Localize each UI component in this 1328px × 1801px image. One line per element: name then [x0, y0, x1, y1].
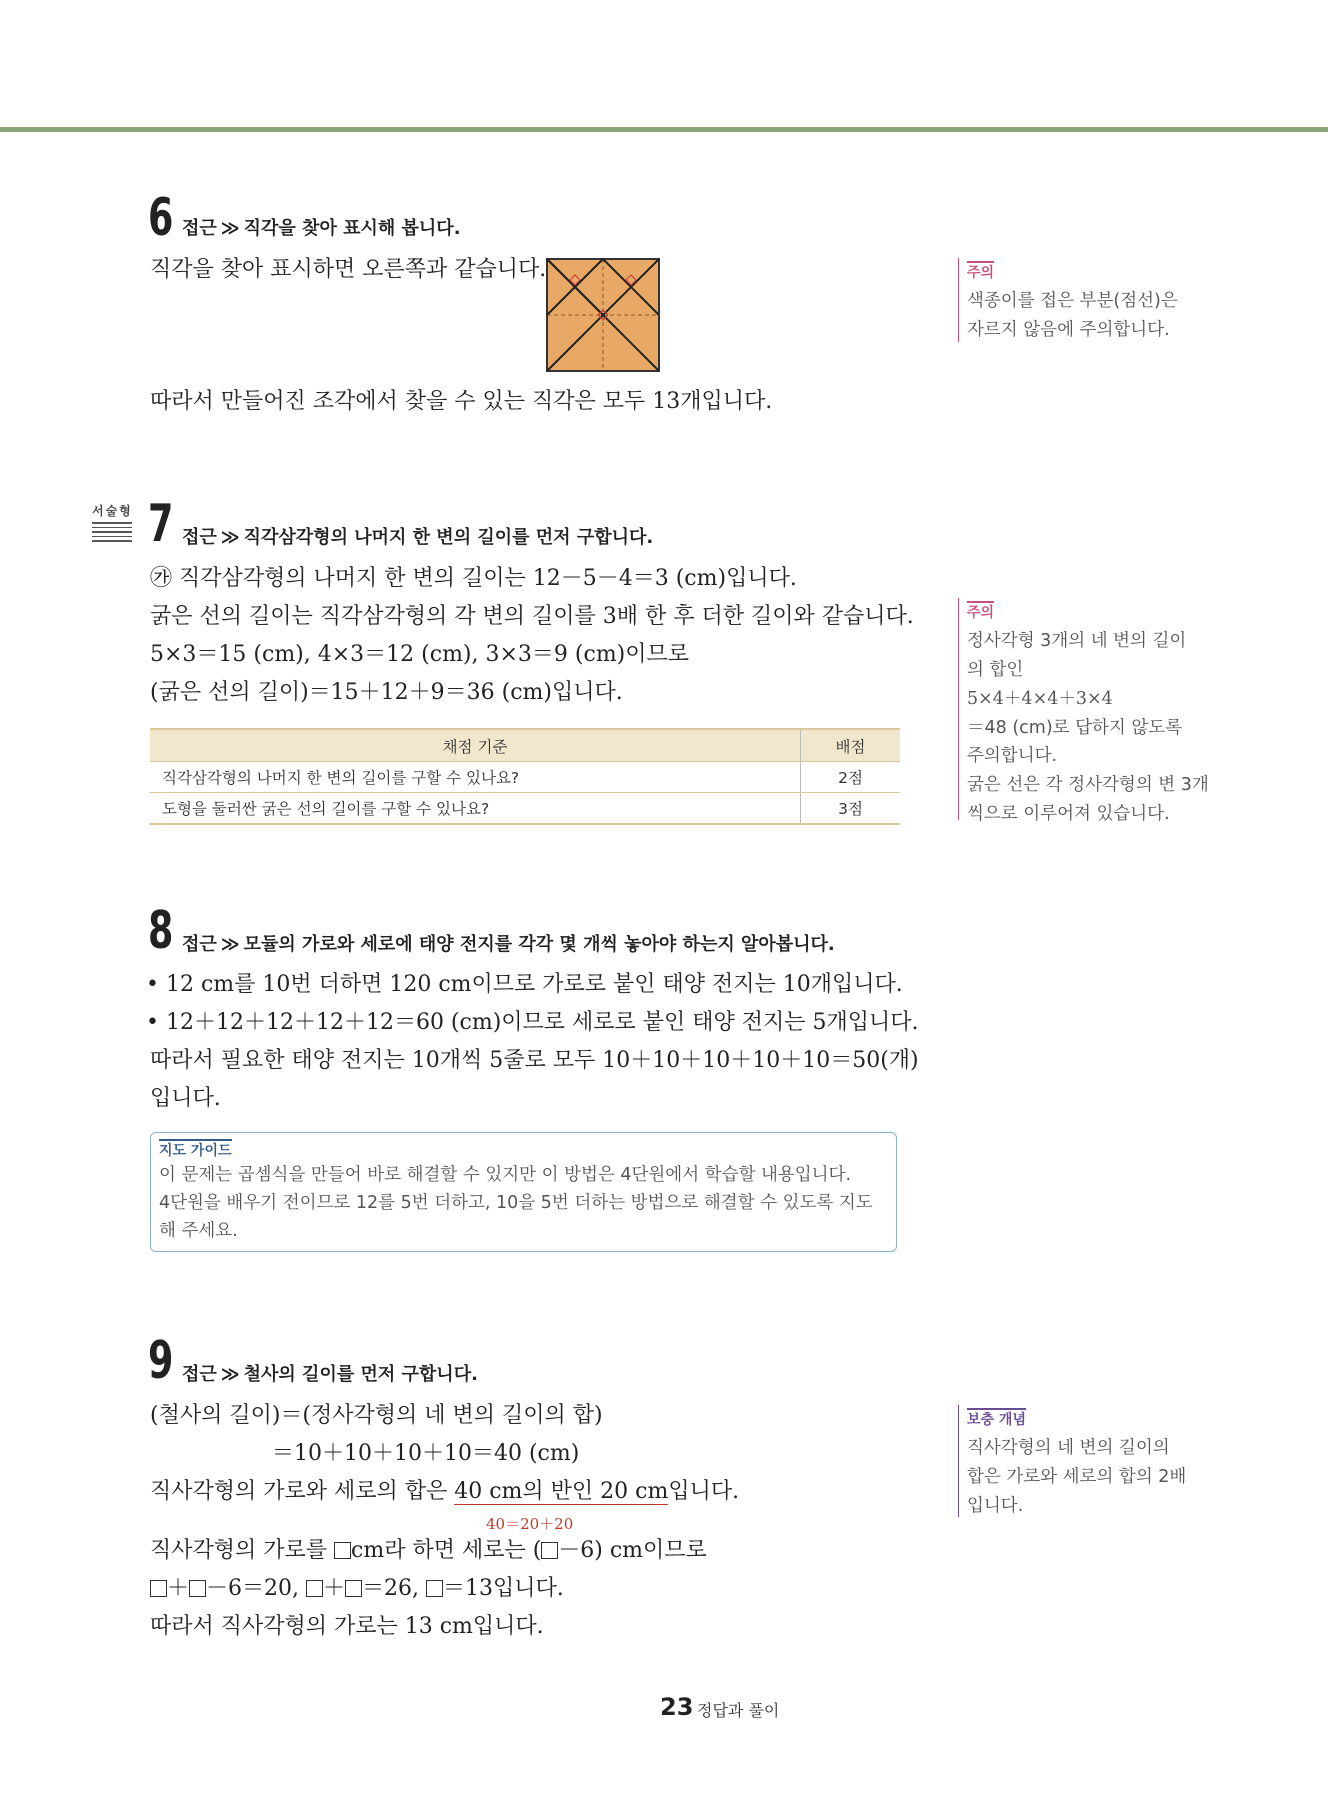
page-label: 정답과 풀이 [697, 1701, 780, 1720]
approach-arrow: ≫ [220, 218, 240, 239]
question-9-line-3 [150, 1479, 739, 1505]
guide-line: 이 문제는 곱셈식을 만들어 바로 해결할 수 있지만 이 방법은 4단원에서 학습할 내용입니다. [159, 1165, 852, 1185]
descriptive-badge [92, 502, 136, 542]
approach-text: 직각을 찾아 표시해 봅니다. [243, 218, 461, 239]
question-8-line-4: 입니다. [150, 1086, 221, 1111]
caution-line: ＝48 (cm)로 답하지 않도록 [967, 717, 1183, 738]
question-9-line-2: ＝10＋10＋10＋10＝40 (cm) [272, 1441, 580, 1466]
caution-line: 의 합인 [967, 659, 1024, 680]
approach-label: 접근 [182, 1364, 217, 1385]
teaching-guide-box [150, 1132, 897, 1252]
line5-plus-2: ＋ [323, 1576, 346, 1601]
line4-text-b: cm라 하면 세로는 ( [351, 1538, 542, 1563]
guide-line: 4단원을 배우기 전이므로 12를 5번 더하고, 10을 5번 더하는 방법으로 해결할 수 있도록 지도 [159, 1193, 873, 1213]
approach-text: 직각삼각형의 나머지 한 변의 길이를 먼저 구합니다. [243, 527, 654, 548]
criteria-cell: 도형을 둘러싼 굵은 선의 길이를 구할 수 있나요? [150, 793, 801, 825]
underlined-half: 40 cm의 반인 20 cm [454, 1479, 669, 1504]
blank-box [189, 1580, 206, 1597]
blank-box [334, 1542, 351, 1559]
blank-box [345, 1580, 362, 1597]
question-8-line-1: • 12 cm를 10번 더하면 120 cm이므로 가로로 붙인 태양 전지는 10개입니다. [146, 972, 903, 997]
approach-arrow: ≫ [220, 934, 240, 955]
approach-text: 철사의 길이를 먼저 구합니다. [243, 1364, 478, 1385]
line5-text-b: －6＝20, [206, 1576, 306, 1601]
question-7-approach [182, 523, 653, 549]
question-7-line-4: (굵은 선의 길이)＝15＋12＋9＝36 (cm)입니다. [150, 680, 623, 705]
question-6-line-1: 직각을 찾아 표시하면 오른쪽과 같습니다. [150, 257, 547, 282]
line3-text: 직사각형의 가로와 세로의 합은 [150, 1479, 455, 1504]
question-9-approach [182, 1360, 478, 1386]
folded-paper-figure [546, 258, 660, 372]
blank-box [541, 1542, 558, 1559]
approach-label: 접근 [182, 934, 217, 955]
caution-line: 굵은 선은 각 정사각형의 변 3개 [967, 775, 1209, 796]
header-rule [0, 127, 1328, 132]
question-8-line-2: • 12＋12＋12＋12＋12＝60 (cm)이므로 세로로 붙인 태양 전지는 5개입니다. [146, 1010, 919, 1035]
caution-tag: 주의 [967, 261, 994, 282]
criteria-header: 채점 기준 [150, 729, 801, 762]
question-7-caution-note [958, 598, 1217, 825]
question-7-number: 7 [148, 494, 174, 554]
caution-line: 색종이를 접은 부분(점선)은 [967, 290, 1178, 311]
line5-text-e: ＝13입니다. [443, 1576, 564, 1601]
approach-arrow: ≫ [220, 527, 240, 548]
descriptive-badge-lines [92, 522, 136, 542]
supplement-line: 합은 가로와 세로의 합의 2배 [967, 1466, 1187, 1487]
points-header: 배점 [801, 729, 901, 762]
question-9-supplement-note [958, 1405, 1217, 1517]
line5-text-d: ＝26, [362, 1576, 426, 1601]
supplement-tag: 보충 개념 [967, 1408, 1026, 1429]
criteria-cell: 직각삼각형의 나머지 한 변의 길이를 구할 수 있나요? [150, 762, 801, 793]
supplement-line: 입니다. [967, 1495, 1024, 1516]
page-number: 23 [660, 1693, 694, 1721]
caution-tag: 주의 [967, 601, 994, 622]
blank-box [426, 1580, 443, 1597]
scoring-table-header [150, 729, 900, 762]
question-6-number: 6 [148, 188, 174, 248]
question-9-line-4 [150, 1538, 707, 1564]
table-row [150, 793, 900, 825]
approach-text: 모듈의 가로와 세로에 태양 전지를 각각 몇 개씩 놓아야 하는지 알아봅니다. [243, 934, 835, 955]
line3-text-end: 입니다. [668, 1479, 740, 1504]
question-9-number: 9 [148, 1331, 174, 1391]
line4-text-a: 직사각형의 가로를 [150, 1538, 335, 1563]
approach-arrow: ≫ [220, 1364, 240, 1385]
question-9-line-5 [150, 1576, 564, 1602]
caution-line: 정사각형 3개의 네 변의 길이 [967, 630, 1187, 651]
question-6-caution-note [958, 258, 1207, 342]
question-6-approach [182, 214, 461, 240]
line5-plus: ＋ [167, 1576, 190, 1601]
question-7-line-1: ㉮ 직각삼각형의 나머지 한 변의 길이는 12－5－4＝3 (cm)입니다. [150, 566, 797, 591]
blank-box [150, 1580, 167, 1597]
teaching-guide-tag: 지도 가이드 [159, 1139, 232, 1160]
scoring-table [150, 728, 900, 825]
descriptive-badge-label: 서술형 [92, 504, 133, 518]
underline-note: 40＝20＋20 [486, 1515, 574, 1533]
table-row [150, 762, 900, 793]
supplement-line: 직사각형의 네 변의 길이의 [967, 1437, 1170, 1458]
question-7-line-3: 5×3＝15 (cm), 4×3＝12 (cm), 3×3＝9 (cm)이므로 [150, 642, 690, 667]
question-6-line-2: 따라서 만들어진 조각에서 찾을 수 있는 직각은 모두 13개입니다. [150, 389, 773, 414]
line4-text-c: －6) cm이므로 [558, 1538, 707, 1563]
approach-label: 접근 [182, 527, 217, 548]
question-8-approach [182, 930, 835, 956]
caution-line: 5×4＋4×4＋3×4 [967, 688, 1113, 709]
teaching-guide-text [159, 1161, 890, 1245]
caution-line: 자르지 않음에 주의합니다. [967, 319, 1170, 340]
approach-label: 접근 [182, 218, 217, 239]
points-cell: 3점 [801, 793, 901, 825]
guide-line: 해 주세요. [159, 1221, 238, 1241]
question-8-number: 8 [148, 901, 174, 961]
question-7-line-2: 굵은 선의 길이는 직각삼각형의 각 변의 길이를 3배 한 후 더한 길이와 같습니다. [150, 604, 914, 629]
question-8-line-3: 따라서 필요한 태양 전지는 10개씩 5줄로 모두 10＋10＋10＋10＋10＝50(개) [150, 1048, 919, 1073]
question-9-line-1: (철사의 길이)＝(정사각형의 네 변의 길이의 합) [150, 1403, 603, 1428]
blank-box [306, 1580, 323, 1597]
points-cell: 2점 [801, 762, 901, 793]
caution-line: 주의합니다. [967, 746, 1058, 767]
caution-line: 씩으로 이루어져 있습니다. [967, 804, 1170, 825]
question-9-line-6: 따라서 직사각형의 가로는 13 cm입니다. [150, 1614, 544, 1639]
